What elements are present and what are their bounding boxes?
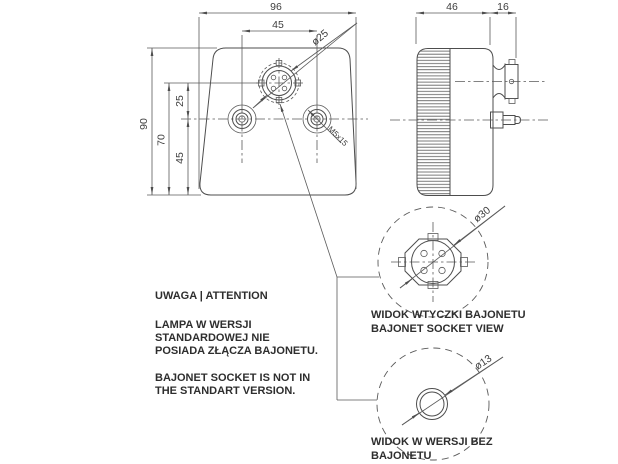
dim-label-dia25: ø25: [309, 27, 331, 49]
dim-label-dia30: ø30: [471, 204, 493, 225]
mounting-hole-right: [303, 103, 331, 163]
dia-line: [253, 23, 357, 108]
dim-detail-dia13: [402, 352, 503, 425]
dim-left-stack: [138, 48, 259, 195]
detail1-caption-en: BAJONET SOCKET VIEW: [371, 323, 504, 335]
detail-bayonet-socket: [371, 204, 526, 335]
dim-label-70: 70: [155, 134, 168, 146]
dim-hole-spacing-45: [242, 19, 317, 103]
detail2-caption-line2: BAJONETU: [371, 450, 432, 462]
plug-nub-bottom: [509, 99, 515, 104]
note-en-line2: THE STANDART VERSION.: [155, 385, 296, 397]
dim-label-dia13: ø13: [472, 352, 495, 373]
bayonet-connector-front: [256, 58, 304, 109]
note-en-line1: BAJONET SOCKET IS NOT IN: [155, 372, 311, 384]
grommet-inner: [420, 392, 444, 416]
dim-label-46: 46: [446, 1, 458, 13]
dim-connector-dia: [253, 23, 357, 108]
detail2-caption-line1: WIDOK W WERSJI BEZ: [371, 436, 493, 448]
plug-nub-top: [509, 60, 515, 65]
plug-pin: [421, 250, 427, 256]
note-heading: UWAGA | ATTENTION: [155, 290, 268, 302]
side-view: [390, 1, 548, 196]
detail1-caption-pl: WIDOK WTYCZKI BAJONETU: [371, 309, 526, 321]
dim-depth-46: [416, 1, 490, 45]
stud-thread-leader: [308, 110, 350, 148]
detail-no-bayonet: [371, 348, 503, 462]
dia-arrow: [400, 279, 412, 288]
bayonet-pin: [282, 86, 287, 91]
attention-note: [155, 290, 318, 397]
dim-detail-dia30: [400, 204, 505, 288]
dim-label-16: 16: [497, 1, 509, 13]
lens-ribbed: [417, 49, 450, 196]
bayonet-pin: [271, 75, 276, 80]
mounting-hole-left: [228, 103, 256, 163]
dim-label-25: 25: [174, 95, 186, 107]
bayonet-pin: [282, 75, 287, 80]
dim-label-45v: 45: [174, 152, 186, 164]
dia-arrow: [402, 413, 419, 425]
dim-label-96: 96: [270, 1, 282, 13]
housing-outline: [450, 49, 493, 196]
note-pl-line3: POSIADA ZŁĄCZA BAJONETU.: [155, 345, 318, 357]
grommet-outer: [417, 389, 448, 420]
leader-bracket: [337, 277, 379, 400]
mounting-stud-side: [390, 112, 548, 128]
note-pl-line1: LAMPA W WERSJI: [155, 319, 252, 331]
dia-arrow: [253, 95, 267, 108]
note-pl-line2: STANDARDOWEJ NIE: [155, 332, 270, 344]
dim-label-45: 45: [272, 19, 284, 31]
bayonet-connector-side: [455, 60, 545, 104]
stud-thread-label: M5x15: [326, 124, 350, 148]
dim-label-90: 90: [138, 118, 150, 130]
plug-pin: [439, 267, 445, 273]
dim-connector-16: [490, 1, 516, 58]
